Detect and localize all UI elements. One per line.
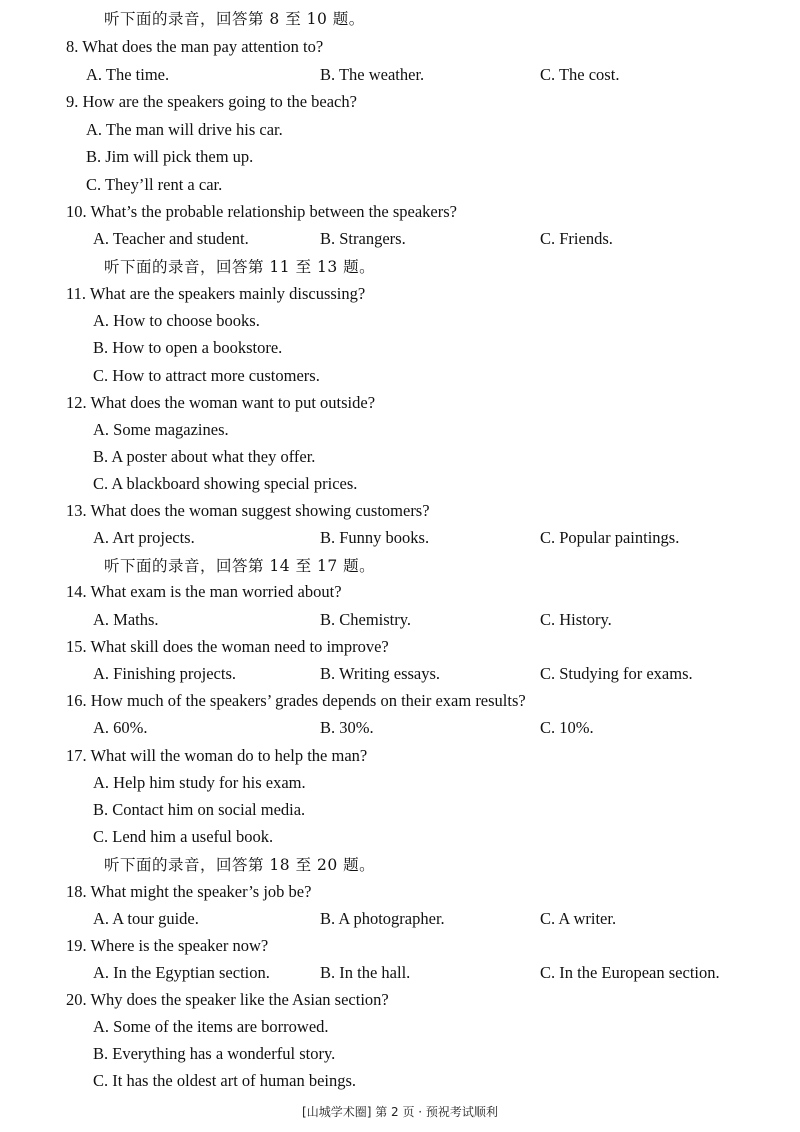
question-8: 8. What does the man pay attention to? — [66, 37, 324, 56]
option-12a: A. Some magazines. — [93, 420, 229, 439]
section-instruction: 听下面的录音，回答第 14 至 17 题。 — [104, 557, 376, 575]
option-20c: C. It has the oldest art of human beings. — [93, 1071, 357, 1090]
option-13b: B. Funny books. — [320, 528, 430, 547]
question-15: 15. What skill does the woman need to improve? — [66, 637, 389, 656]
option-19b: B. In the hall. — [320, 963, 411, 982]
option-9c: C. They’ll rent a car. — [86, 175, 223, 194]
option-12b: B. A poster about what they offer. — [93, 447, 316, 466]
option-8a: A. The time. — [86, 65, 170, 84]
question-9: 9. How are the speakers going to the beach? — [66, 92, 357, 111]
option-20a: A. Some of the items are borrowed. — [93, 1017, 329, 1036]
option-15b: B. Writing essays. — [320, 664, 441, 683]
option-17a: A. Help him study for his exam. — [93, 773, 306, 792]
option-8b: B. The weather. — [320, 65, 425, 84]
option-13a: A. Art projects. — [93, 528, 195, 547]
option-20b: B. Everything has a wonderful story. — [93, 1044, 336, 1063]
option-14b: B. Chemistry. — [320, 610, 412, 629]
option-17b: B. Contact him on social media. — [93, 800, 306, 819]
question-14: 14. What exam is the man worried about? — [66, 582, 342, 601]
option-11a: A. How to choose books. — [93, 311, 260, 330]
option-19a: A. In the Egyptian section. — [93, 963, 270, 982]
question-18: 18. What might the speaker’s job be? — [66, 882, 312, 901]
question-17: 17. What will the woman do to help the man? — [66, 746, 368, 765]
option-19c: C. In the European section. — [540, 963, 720, 982]
option-18b: B. A photographer. — [320, 909, 445, 928]
option-9b: B. Jim will pick them up. — [86, 147, 254, 166]
option-16c: C. 10%. — [540, 718, 594, 737]
option-8c: C. The cost. — [540, 65, 620, 84]
section-instruction: 听下面的录音，回答第 11 至 13 题。 — [104, 258, 376, 276]
option-17c: C. Lend him a useful book. — [93, 827, 274, 846]
option-14a: A. Maths. — [93, 610, 159, 629]
option-18a: A. A tour guide. — [93, 909, 199, 928]
option-15c: C. Studying for exams. — [540, 664, 693, 683]
option-10b: B. Strangers. — [320, 229, 406, 248]
option-10a: A. Teacher and student. — [93, 229, 249, 248]
option-12c: C. A blackboard showing special prices. — [93, 474, 358, 493]
question-19: 19. Where is the speaker now? — [66, 936, 269, 955]
option-11b: B. How to open a bookstore. — [93, 338, 283, 357]
option-11c: C. How to attract more customers. — [93, 366, 320, 385]
option-18c: C. A writer. — [540, 909, 617, 928]
option-16a: A. 60%. — [93, 718, 148, 737]
option-9a: A. The man will drive his car. — [86, 120, 283, 139]
question-13: 13. What does the woman suggest showing customers? — [66, 501, 430, 520]
question-12: 12. What does the woman want to put outside? — [66, 393, 376, 412]
option-10c: C. Friends. — [540, 229, 613, 248]
option-14c: C. History. — [540, 610, 612, 629]
page-footer: [山城学术圈] 第 2 页 · 预祝考试顺利 — [302, 1105, 498, 1119]
option-13c: C. Popular paintings. — [540, 528, 680, 547]
option-16b: B. 30%. — [320, 718, 374, 737]
question-11: 11. What are the speakers mainly discussing? — [66, 284, 366, 303]
section-instruction: 听下面的录音，回答第 18 至 20 题。 — [104, 856, 376, 874]
question-16: 16. How much of the speakers’ grades depends on their exam results? — [66, 691, 526, 710]
section-instruction: 听下面的录音，回答第 8 至 10 题。 — [104, 10, 365, 28]
option-15a: A. Finishing projects. — [93, 664, 236, 683]
question-10: 10. What’s the probable relationship between the speakers? — [66, 202, 457, 221]
question-20: 20. Why does the speaker like the Asian section? — [66, 990, 389, 1009]
